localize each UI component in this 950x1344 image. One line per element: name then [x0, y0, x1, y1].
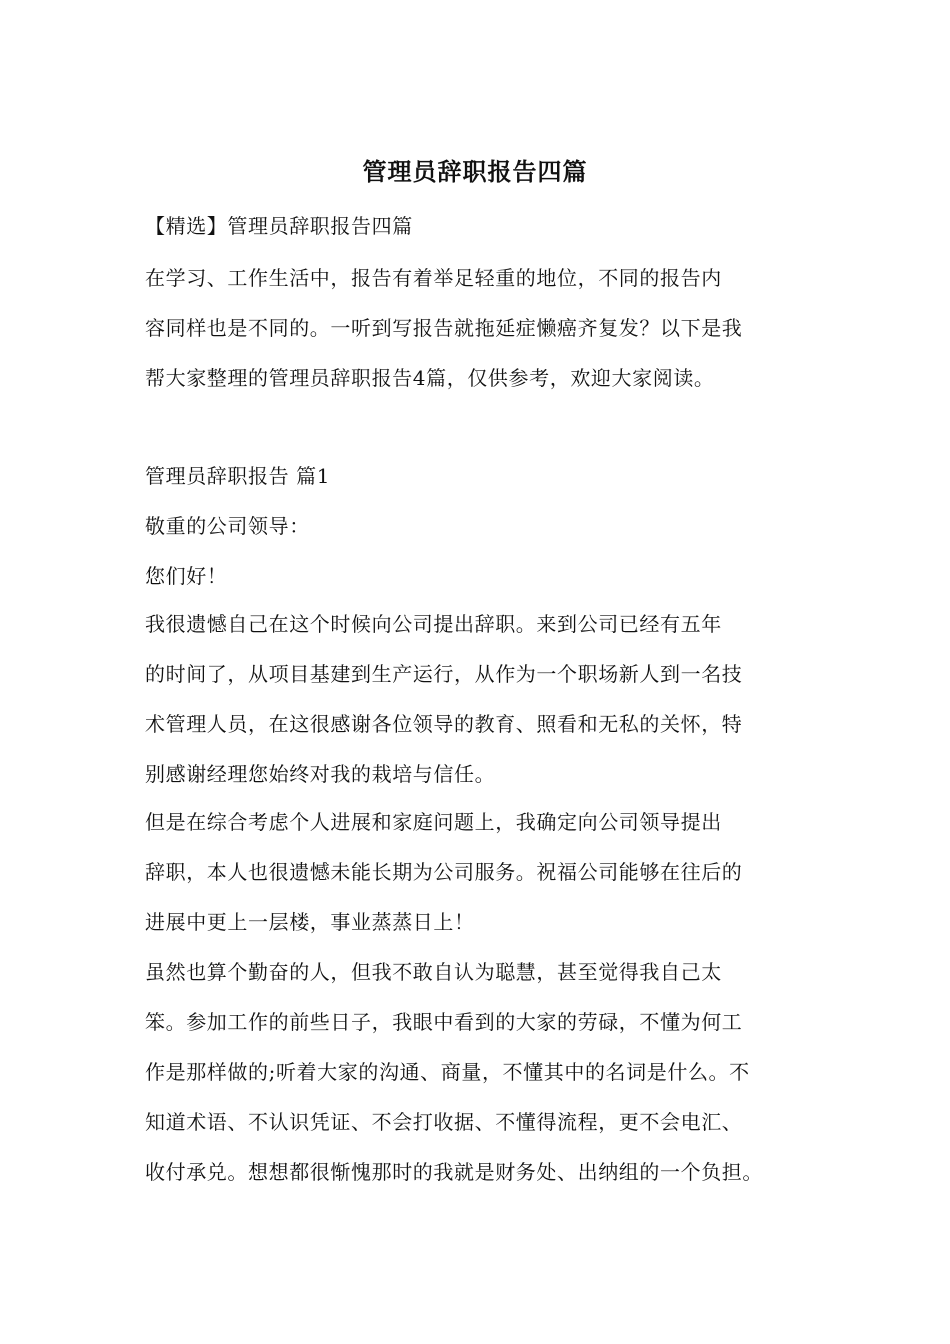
body-line: 辞职，本人也很遗憾未能长期为公司服务。祝福公司能够在往后的	[145, 860, 743, 884]
intro-line: 在学习、工作生活中，报告有着举足轻重的地位，不同的报告内	[145, 266, 722, 290]
body-line: 作是那样做的;听着大家的沟通、商量，不懂其中的名词是什么。不	[145, 1060, 750, 1084]
body-line: 的时间了，从项目基建到生产运行，从作为一个职场新人到一名技	[145, 662, 743, 686]
body-line: 收付承兑。想想都很惭愧那时的我就是财务处、出纳组的一个负担。	[145, 1160, 763, 1184]
body-line: 我很遗憾自己在这个时候向公司提出辞职。来到公司已经有五年	[145, 612, 722, 636]
body-line: 但是在综合考虑个人进展和家庭问题上，我确定向公司领导提出	[145, 810, 722, 834]
body-line: 别感谢经理您始终对我的栽培与信任。	[145, 762, 496, 786]
section-heading: 管理员辞职报告 篇1	[145, 464, 331, 488]
body-line: 进展中更上一层楼，事业蒸蒸日上！	[145, 910, 475, 934]
greeting: 您们好！	[145, 564, 228, 588]
intro-line: 容同样也是不同的。一听到写报告就拖延症懒癌齐复发？以下是我	[145, 316, 743, 340]
intro-line: 帮大家整理的管理员辞职报告4篇，仅供参考，欢迎大家阅读。	[145, 366, 715, 390]
body-line: 术管理人员，在这很感谢各位领导的教育、照看和无私的关怀，特	[145, 712, 743, 736]
body-line: 知道术语、不认识凭证、不会打收据、不懂得流程，更不会电汇、	[145, 1110, 743, 1134]
salutation: 敬重的公司领导：	[145, 514, 310, 538]
document-title: 管理员辞职报告四篇	[362, 157, 588, 186]
body-line: 虽然也算个勤奋的人，但我不敢自认为聪慧，甚至觉得我自己太	[145, 960, 722, 984]
document-subtitle: 【精选】管理员辞职报告四篇	[145, 214, 413, 238]
body-line: 笨。参加工作的前些日子，我眼中看到的大家的劳碌，不懂为何工	[145, 1010, 743, 1034]
